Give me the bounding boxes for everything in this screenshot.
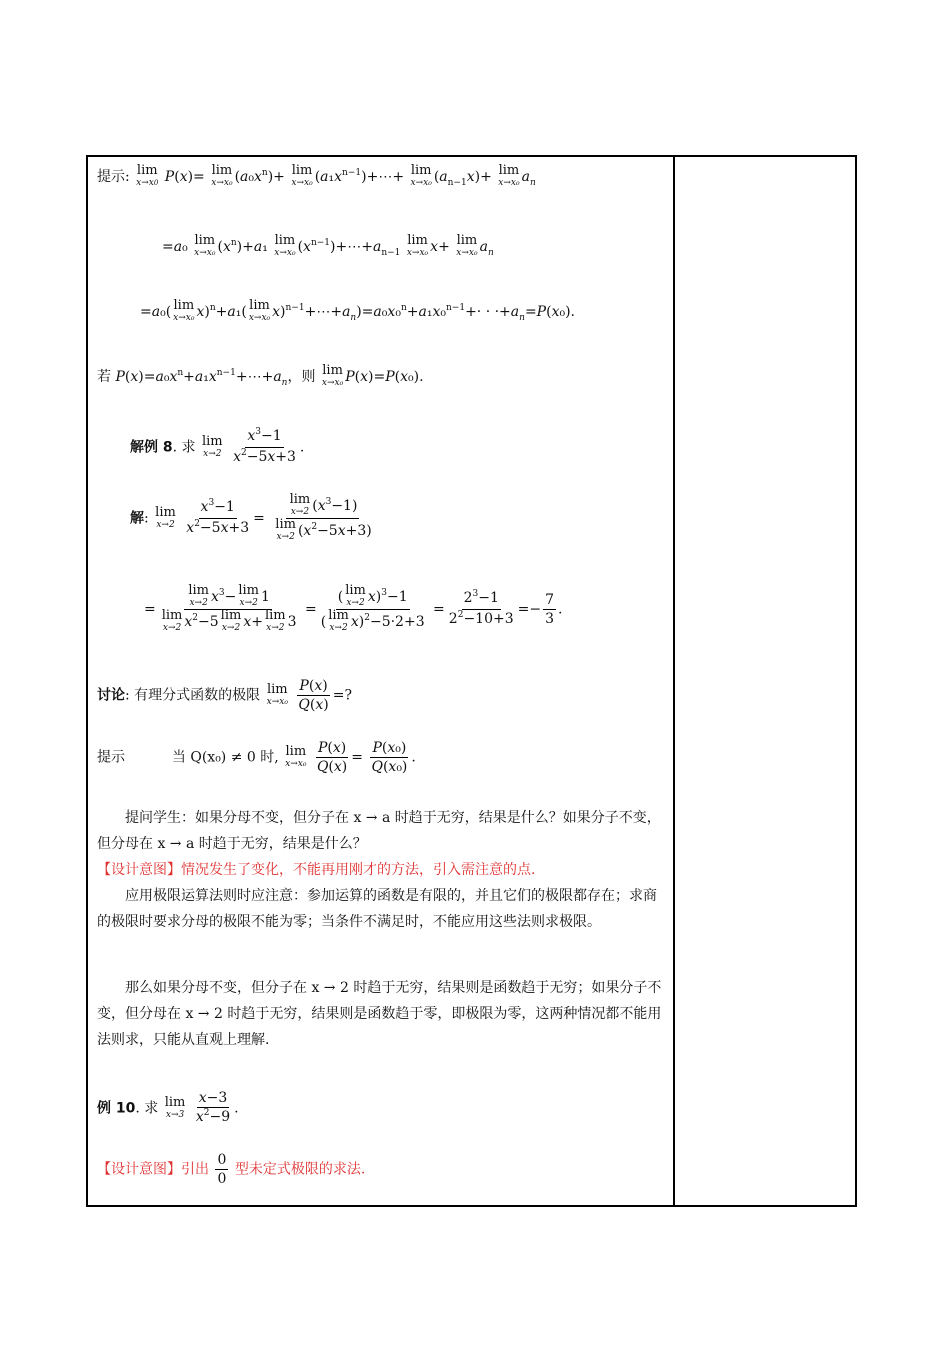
rules-paragraph: 应用极限运算法则时应注意：参加运算的函数是有限的，并且它们的极限都存在；求商的极限时要求分母的极限不能为零；当条件不满足时，不能应用这些法则求极限。 [97,888,657,930]
lesson-table [86,155,857,1207]
design-intent-2: 【设计意图】引出 $\frac{0}{0}$ 型未定式极限的求法. [97,1152,366,1187]
content-cell [88,157,673,1205]
conclusion-line: 若 $P(x)=a_0x^n+a_1x^{n-1}+\cdots+a_n$，则 lim x→x₀ P(x)=P(x₀). [97,363,424,388]
question-paragraph: 提问学生：如果分母不变，但分子在 x → a 时趋于无穷，结果是什么？如果分子不变，但分母在 x → a 时趋于无穷，结果是什么？ [97,810,661,852]
notes-cell [675,157,855,1205]
discussion: 讨论: 有理分式函数的极限 lim x→x₀ $\frac{P(x)}{Q(x)}$ =? [97,678,352,713]
example10-label: 例 10 [97,1100,136,1117]
design-intent-1: 【设计意图】情况发生了变化，不能再用刚才的方法，引入需注意的点. [97,862,536,878]
example10: 例 10. 求 lim x→3 $\frac{x-3}{x^2-9}$ . [97,1090,239,1125]
hint2-label: 提示 [97,749,125,766]
hint1-label: 提示: [97,169,130,185]
hint1-line1: 提示: lim x→x0 P(x)= lim x→x₀ $(a_0x^n)+$ lim x→x₀ $(a_1x^{n-1})+\cdots+$ lim x→x₀ $(a_{n-1}x)+$ lim x→x₀ $a_n$ [97,163,536,188]
hint2: 提示 当 Q(x₀) ≠ 0 时, lim x→x₀ $\frac{P(x)}{Q(x)}$ = $\frac{\text{P(x₀)}}{\text{Q(x₀)}}$ . [97,740,416,775]
solution-step2: = lim x→2 $x^3-$ lim x→2 1 lim x→2 $x^2-5$ lim x→2 x+ lim x→2 3 = ( lim x→2 x)$^3$−1 ( lim x→2 x)$^2$−5·2+3 = $\frac{2^3-1}{2^2-10+3}$ =− $\frac{7}{3}$ . [144,583,563,633]
discussion-label: 讨论 [97,687,125,704]
solution-label: 解 [130,510,144,527]
infinity-paragraph: 那么如果分母不变，但分子在 x → 2 时趋于无穷，结果则是函数趋于无穷；如果分子不变，但分母在 x → 2 时趋于无穷，结果则是函数趋于零，即极限为零，这两种情况都不能用法则求，只能从直观上理解. [97,980,662,1048]
example8: 解例 8. 求 lim x→2 $\frac{x^3-1}{x^2-5x+3}$ . [130,427,305,465]
solution-step1: 解: lim x→2 $\frac{x^3-1}{x^2-5x+3}$ = lim x→2 $(x^3-1)$ lim x→2 $(x^2-5x+3)$ [130,492,372,542]
example8-label: 解例 8 [130,439,173,456]
hint1-line3: =a₀( lim x→x₀ x)$^n$+a₁( lim x→x₀ $x)^{n-1}+\cdots+a_n)=a_0x_0^n+a_1x_0^{n-1}+\cdot \cdot \cdot+a_n=P(x_0)$. [140,298,575,323]
hint1-line2: =a₀ lim x→x₀ $(x^n)+a_1$ lim x→x₀ $(x^{n-1})+\cdots+a_{n-1}$ lim x→x₀ x+ lim x→x₀ $a_n$ [162,233,494,258]
